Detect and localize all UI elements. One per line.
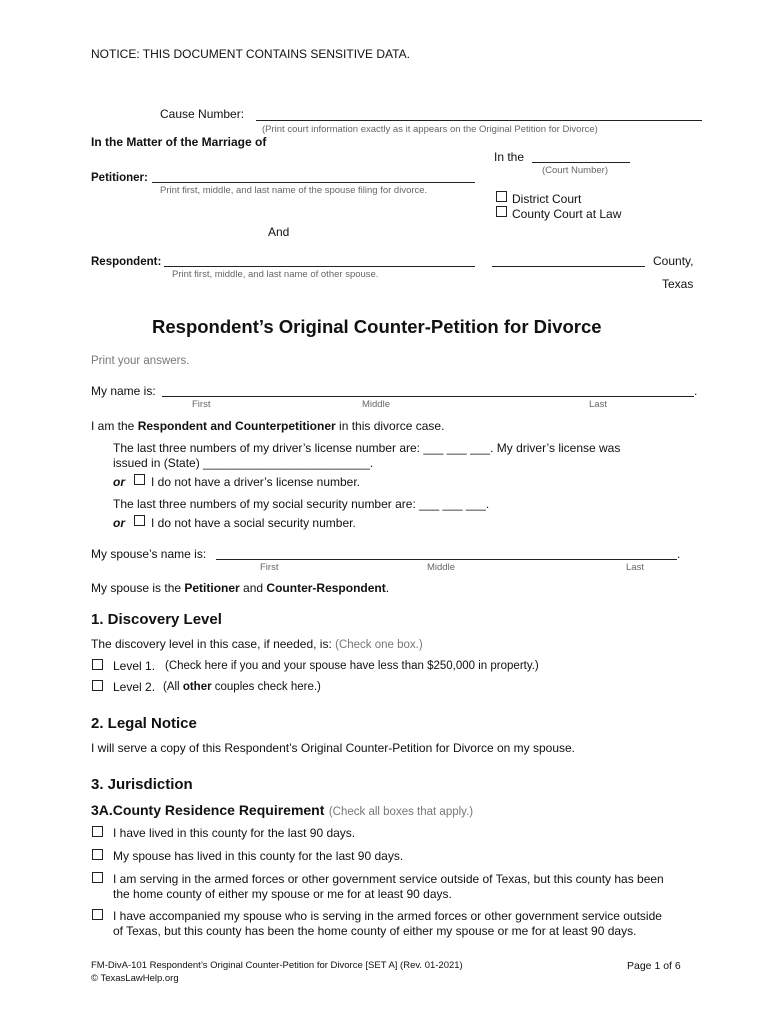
no-drivers-license-label: I do not have a driver’s license number. [151,475,361,489]
drivers-license-line: The last three numbers of my driver’s license number are: ___ ___ ___. My driver’s license was [113,441,621,455]
discovery-intro: The discovery level in this case, if needed, is: (Check one box.) [91,637,423,651]
drivers-license-state-line: issued in (State) _________________________. [113,456,374,470]
sensitive-data-notice: NOTICE: THIS DOCUMENT CONTAINS SENSITIVE DATA. [91,47,410,61]
level-1-note: (Check here if you and your spouse have less than $250,000 in property.) [165,660,539,672]
level-1-label: Level 1. [113,659,156,673]
county-court-checkbox[interactable] [496,206,507,217]
petitioner-label: Petitioner: [91,172,148,184]
spouse-lived-in-county-checkbox[interactable] [92,849,103,860]
legal-notice-heading: 2. Legal Notice [91,715,197,732]
respondent-label: Respondent: [91,256,162,268]
no-ssn-checkbox[interactable] [134,515,145,526]
petitioner-name-field[interactable] [152,182,475,183]
in-the-label: In the [494,150,525,164]
my-name-period: . [694,384,698,398]
my-name-label: My name is: [91,384,156,398]
court-number-hint: (Court Number) [542,165,608,176]
ssn-line: The last three numbers of my social security number are: ___ ___ ___. [113,497,490,511]
county-court-label: County Court at Law [512,207,622,221]
level-2-note: (All other couples check here.) [163,681,321,693]
cause-number-label: Cause Number: [160,107,245,121]
spouse-first-hint: First [260,562,279,573]
spouse-name-label: My spouse’s name is: [91,547,207,561]
no-drivers-license-checkbox[interactable] [134,474,145,485]
cause-number-hint: (Print court information exactly as it appears on the Original Petition for Divorce) [262,124,598,135]
footer-form-id: FM-DivA-101 Respondent’s Original Counter-Petition for Divorce [SET A] (Rev. 01-2021) [91,960,463,971]
armed-forces-self-checkbox[interactable] [92,872,103,883]
spouse-name-field[interactable] [216,559,677,560]
level-2-checkbox[interactable] [92,680,103,691]
print-answers-note: Print your answers. [91,355,190,367]
district-court-checkbox[interactable] [496,191,507,202]
lived-in-county-checkbox[interactable] [92,826,103,837]
my-name-field[interactable] [162,396,694,397]
no-ssn-label: I do not have a social security number. [151,516,356,530]
footer-copyright: © TexasLawHelp.org [91,973,179,984]
footer-page-number: Page 1 of 6 [627,960,681,972]
county-name-field[interactable] [492,266,645,267]
discovery-level-heading: 1. Discovery Level [91,611,222,628]
legal-notice-text: I will serve a copy of this Respondent’s Original Counter-Petition for Divorce on my spouse. [91,741,576,755]
level-1-checkbox[interactable] [92,659,103,670]
armed-forces-self-line1: I am serving in the armed forces or other government service outside of Texas, but this county has been [113,872,664,886]
texas-label: Texas [662,277,694,291]
armed-forces-spouse-line2: of Texas, but this county has been the home county of either my spouse or me for at least 90 days. [113,924,637,938]
armed-forces-spouse-line1: I have accompanied my spouse who is serving in the armed forces or other government service outside [113,909,662,923]
armed-forces-self-line2: the home county of either my spouse or me for at least 90 days. [113,887,452,901]
or-label-1: or [113,475,125,489]
district-court-label: District Court [512,192,582,206]
role-statement: I am the Respondent and Counterpetitioner in this divorce case. [91,419,445,433]
lived-in-county-label: I have lived in this county for the last 90 days. [113,826,356,840]
spouse-lived-in-county-label: My spouse has lived in this county for the last 90 days. [113,849,404,863]
level-2-label: Level 2. [113,680,156,694]
armed-forces-spouse-checkbox[interactable] [92,909,103,920]
county-residence-heading: 3A.County Residence Requirement (Check all boxes that apply.) [91,802,474,818]
my-name-middle-hint: Middle [362,399,390,410]
respondent-name-field[interactable] [164,266,475,267]
document-title: Respondent’s Original Counter-Petition for Divorce [152,316,602,337]
my-name-last-hint: Last [589,399,607,410]
spouse-last-hint: Last [626,562,644,573]
spouse-role-statement: My spouse is the Petitioner and Counter-Respondent. [91,581,390,595]
county-label: County, [653,254,694,268]
spouse-middle-hint: Middle [427,562,455,573]
jurisdiction-heading: 3. Jurisdiction [91,776,193,793]
and-label: And [268,225,290,239]
petitioner-hint: Print first, middle, and last name of the spouse filing for divorce. [160,185,428,196]
matter-label: In the Matter of the Marriage of [91,135,267,149]
or-label-2: or [113,516,125,530]
my-name-first-hint: First [192,399,211,410]
spouse-name-period: . [677,547,681,561]
court-number-field[interactable] [532,162,630,163]
respondent-hint: Print first, middle, and last name of other spouse. [172,269,379,280]
cause-number-field[interactable] [256,120,702,121]
